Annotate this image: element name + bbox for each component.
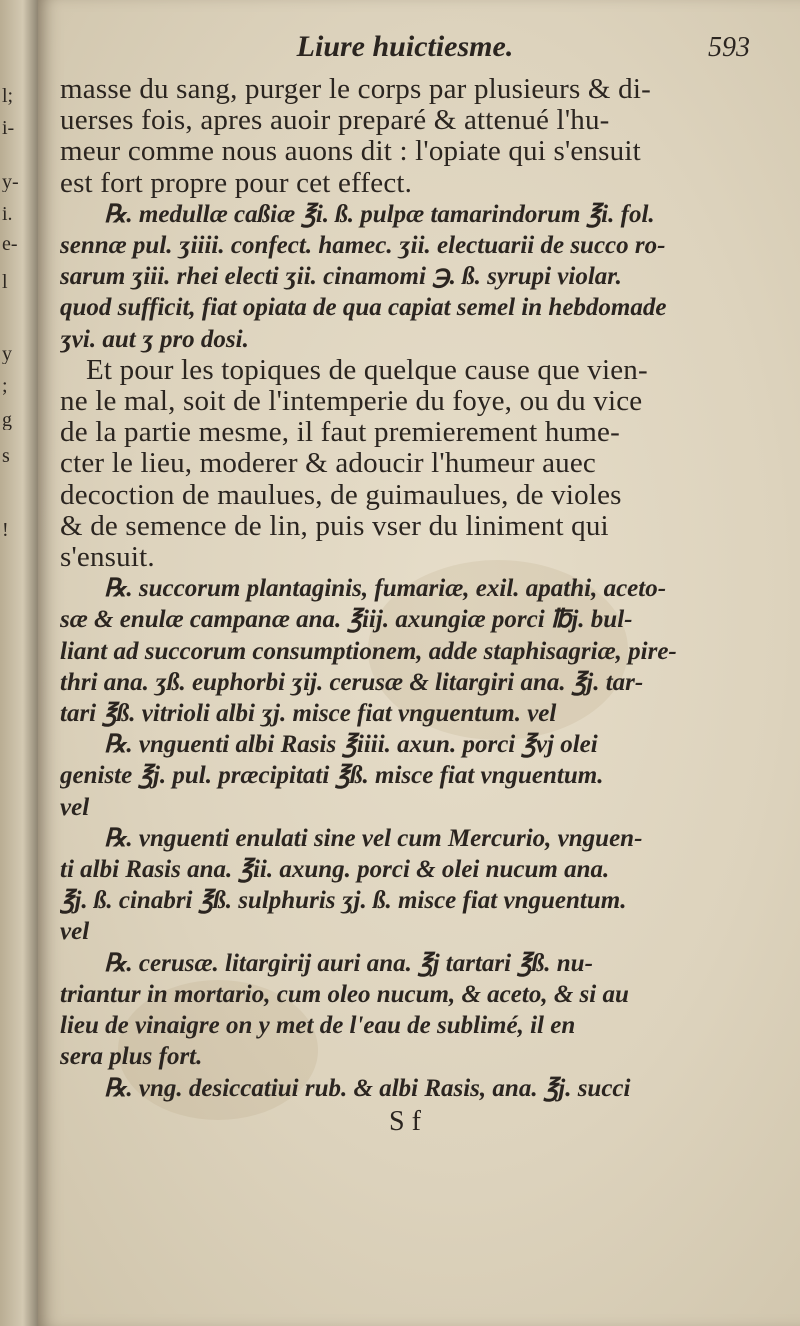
recipe-line: ℞. cerusæ. litargirij auri ana. ℥j tartari ℥ß. nu- <box>104 949 593 977</box>
margin-fragment: l <box>2 272 8 292</box>
recipe-line: ℞. vnguenti enulati sine vel cum Mercurio, vnguen- <box>104 824 643 852</box>
text-line: cter le lieu, moderer & adoucir l'humeur auec <box>60 448 596 480</box>
text-line: decoction de maulues, de guimaulues, de violes <box>60 479 622 511</box>
text-line: de la partie mesme, il faut premierement hume- <box>60 417 620 449</box>
recipe-line: ʒvi. aut ʒ pro dosi. <box>60 325 249 353</box>
margin-fragment: ! <box>2 520 9 540</box>
recipe <box>60 1073 750 1104</box>
recipe-line: sæ & enulæ campanæ ana. ℥iij. axungiæ porci ℔j. bul- <box>60 606 633 634</box>
previous-page-edge <box>0 0 38 1326</box>
text-line: meur comme nous auons dit : l'opiate qui s'ensuit <box>60 136 641 168</box>
text-line: masse du sang, purger le corps par plusieurs & di- <box>60 74 651 105</box>
margin-fragment: g <box>2 410 12 430</box>
body-paragraph <box>60 74 750 199</box>
margin-fragment: s <box>2 446 10 466</box>
recipe-line: ℞. vng. desiccatiui rub. & albi Rasis, ana. ℥j. succi <box>104 1074 631 1102</box>
page-text <box>60 30 750 1138</box>
recipe <box>60 573 750 729</box>
margin-fragment: l; <box>2 86 14 106</box>
recipe-line: thri ana. ʒß. euphorbi ʒij. cerusæ & litargiri ana. ℥j. tar- <box>60 668 644 696</box>
recipe-line: sera plus fort. <box>60 1043 203 1071</box>
book-page <box>38 0 800 1326</box>
recipe-line: ℥j. ß. cinabri ℥ß. sulphuris ʒj. ß. misce fiat vnguentum. <box>60 887 627 915</box>
recipe-line: lieu de vinaigre on y met de l'eau de sublimé, il en <box>60 1012 576 1040</box>
margin-fragment: ; <box>2 376 8 396</box>
recipe-line: geniste ℥j. pul. præcipitati ℥ß. misce fiat vnguentum. <box>60 762 604 790</box>
running-title: Liure huictiesme. <box>296 30 514 63</box>
text-line: Et pour les topiques de quelque cause que vien- <box>86 354 648 386</box>
recipe <box>60 729 750 823</box>
margin-fragment: i. <box>2 204 13 224</box>
recipe-line: vel <box>60 918 90 946</box>
text-line: est fort propre pour cet effect. <box>60 167 413 199</box>
recipe-line: liant ad succorum consumptionem, adde staphisagriæ, pire- <box>60 637 677 665</box>
signature-mark: S f <box>389 1105 421 1137</box>
recipe <box>60 199 750 355</box>
recipe-line: ti albi Rasis ana. ℥ii. axung. porci & olei nucum ana. <box>60 856 610 884</box>
recipe-line: ℞. vnguenti albi Rasis ℥iiii. axun. porci ℥vj olei <box>104 731 598 759</box>
margin-fragment: i- <box>2 118 15 138</box>
recipe-line: triantur in mortario, cum oleo nucum, & aceto, & si au <box>60 980 629 1008</box>
recipe-line: sarum ʒiii. rhei electi ʒii. cinamomi ℈. ß. syrupi violar. <box>60 263 622 291</box>
recipe-line: ℞. medullæ caßiæ ℥i. ß. pulpæ tamarindorum ℥i. fol. <box>104 200 655 228</box>
recipe <box>60 823 750 948</box>
recipe-line: vel <box>60 793 90 821</box>
recipe-line: sennæ pul. ʒiiii. confect. hamec. ʒii. electuarii de succo ro- <box>60 232 666 260</box>
recipe-line: ℞. succorum plantaginis, fumariæ, exil. apathi, aceto- <box>104 575 667 603</box>
recipe-line: quod sufficit, fiat opiata de qua capiat semel in hebdomade <box>60 294 667 322</box>
text-line: uerses fois, apres auoir preparé & attenué l'hu- <box>60 105 610 137</box>
margin-fragment: y- <box>2 172 19 192</box>
body-paragraph <box>60 355 750 573</box>
page-number: 593 <box>708 32 750 63</box>
text-line: s'ensuit. <box>60 542 155 574</box>
text-line: & de semence de lin, puis vser du liniment qui <box>60 510 609 542</box>
text-line: ne le mal, soit de l'intemperie du foye, ou du vice <box>60 386 643 418</box>
page-header <box>60 30 750 74</box>
margin-fragment: y <box>2 344 12 364</box>
recipe <box>60 948 750 1073</box>
margin-fragment: e- <box>2 234 18 254</box>
recipe-line: tari ℥ß. vitrioli albi ʒj. misce fiat vnguentum. vel <box>60 700 557 728</box>
